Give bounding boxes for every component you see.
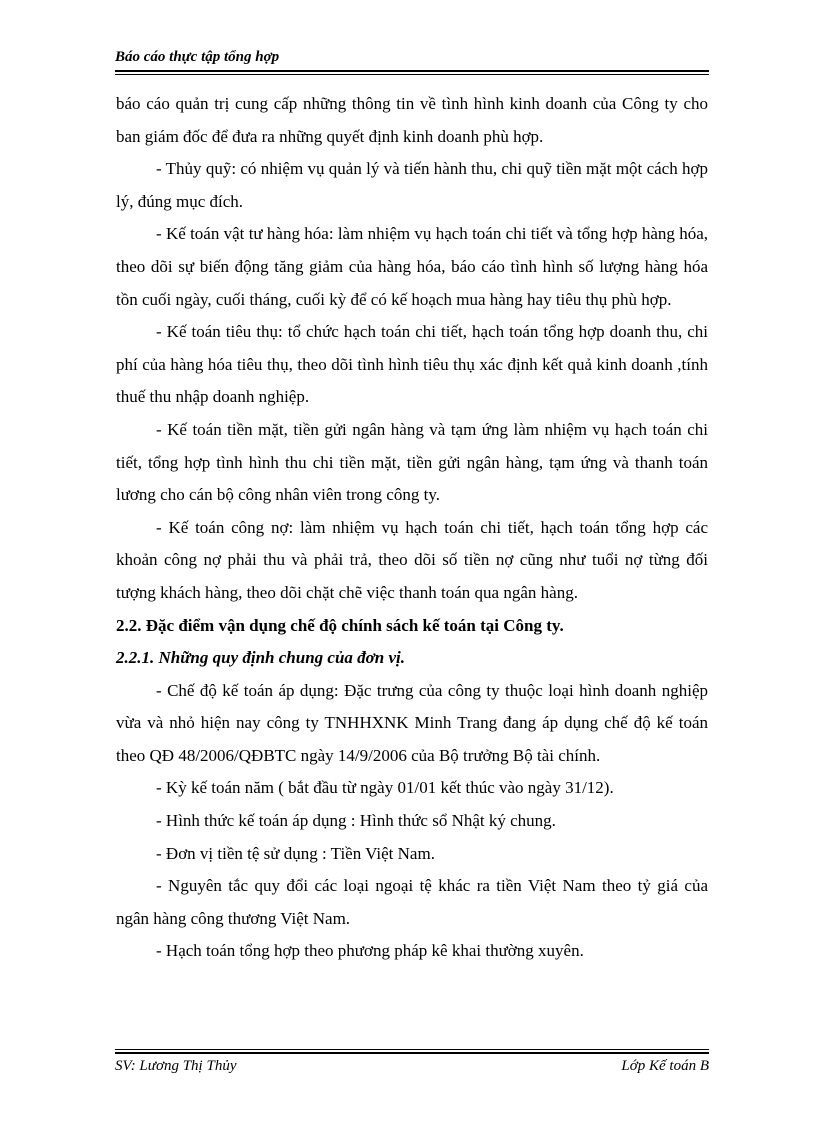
subsection-heading: 2.2.1. Những quy định chung của đơn vị. [116,648,406,668]
body-paragraph: - Thủy quỹ: có nhiệm vụ quản lý và tiến hành thu, chi quỹ tiền mặt một cách hợp lý, đúng mục đích. [116,159,708,211]
body-paragraph: - Kế toán tiền mặt, tiền gửi ngân hàng và tạm ứng làm nhiệm vụ hạch toán chi tiết, tổng hợp tình hình thu chi tiền mặt, tiền gửi ngân hàng, tạm ứng và thanh toán lương cho cán bộ công nhân viên trong công ty. [116,419,708,505]
footer-student: SV: Lương Thị Thủy [115,1058,237,1074]
list-item: - Nguyên tắc quy đổi các loại ngoại tệ khác ra tiền Việt Nam theo tỷ giá của ngân hàng công thương Việt Nam. [116,876,708,928]
page-body [116,88,708,968]
section-heading: 2.2. Đặc điểm vận dụng chế độ chính sách kế toán tại Công ty. [116,615,564,635]
list-item: - Hình thức kế toán áp dụng : Hình thức sổ Nhật ký chung. [156,811,556,831]
list-item: - Hạch toán tổng hợp theo phương pháp kê khai thường xuyên. [156,941,584,961]
header-title: Báo cáo thực tập tổng hợp [115,49,280,65]
list-item: - Chế độ kế toán áp dụng: Đặc trưng của công ty thuộc loại hình doanh nghiệp vừa và nhỏ hiện nay công ty TNHHXNK Minh Trang đang áp dụng chế độ kế toán theo QĐ 48/2006/QĐBTC ngày 14/9/2006 của Bộ trưởng Bộ tài chính. [116,680,708,765]
header-rule-thin [115,74,709,75]
footer-rule-thin [115,1049,709,1050]
list-item: - Đơn vị tiền tệ sử dụng : Tiền Việt Nam. [156,843,435,863]
footer-class: Lớp Kế toán B [621,1058,709,1074]
header-rule-thick [115,70,709,72]
body-paragraph: - Kế toán công nợ: làm nhiệm vụ hạch toán chi tiết, hạch toán tổng hợp các khoản công nợ phải thu và phải trả, theo dõi số tiền nợ cũng như tuổi nợ từng đối tượng khách hàng, theo dõi chặt chẽ việc thanh toán qua ngân hàng. [116,517,708,602]
body-paragraph: - Kế toán vật tư hàng hóa: làm nhiệm vụ hạch toán chi tiết và tổng hợp hàng hóa, theo dõi sự biến động tăng giảm của hàng hóa, báo cáo tình hình số lượng hàng hóa tồn cuối ngày, cuối tháng, cuối kỳ để có kế hoạch mua hàng hay tiêu thụ phù hợp. [116,224,708,309]
page-header [115,46,709,68]
body-paragraph: - Kế toán tiêu thụ: tổ chức hạch toán chi tiết, hạch toán tổng hợp doanh thu, chi phí của hàng hóa tiêu thụ, theo dõi tình hình tiêu thụ xác định kết quả kinh doanh ,tính thuế thu nhập doanh nghiệp. [116,322,708,407]
body-paragraph: báo cáo quản trị cung cấp những thông tin về tình hình kinh doanh của Công ty cho ban giám đốc để đưa ra những quyết định kinh doanh phù hợp. [116,94,708,146]
list-item: - Kỳ kế toán năm ( bắt đầu từ ngày 01/01 kết thúc vào ngày 31/12). [156,778,614,798]
footer-rule-thick [115,1052,709,1054]
